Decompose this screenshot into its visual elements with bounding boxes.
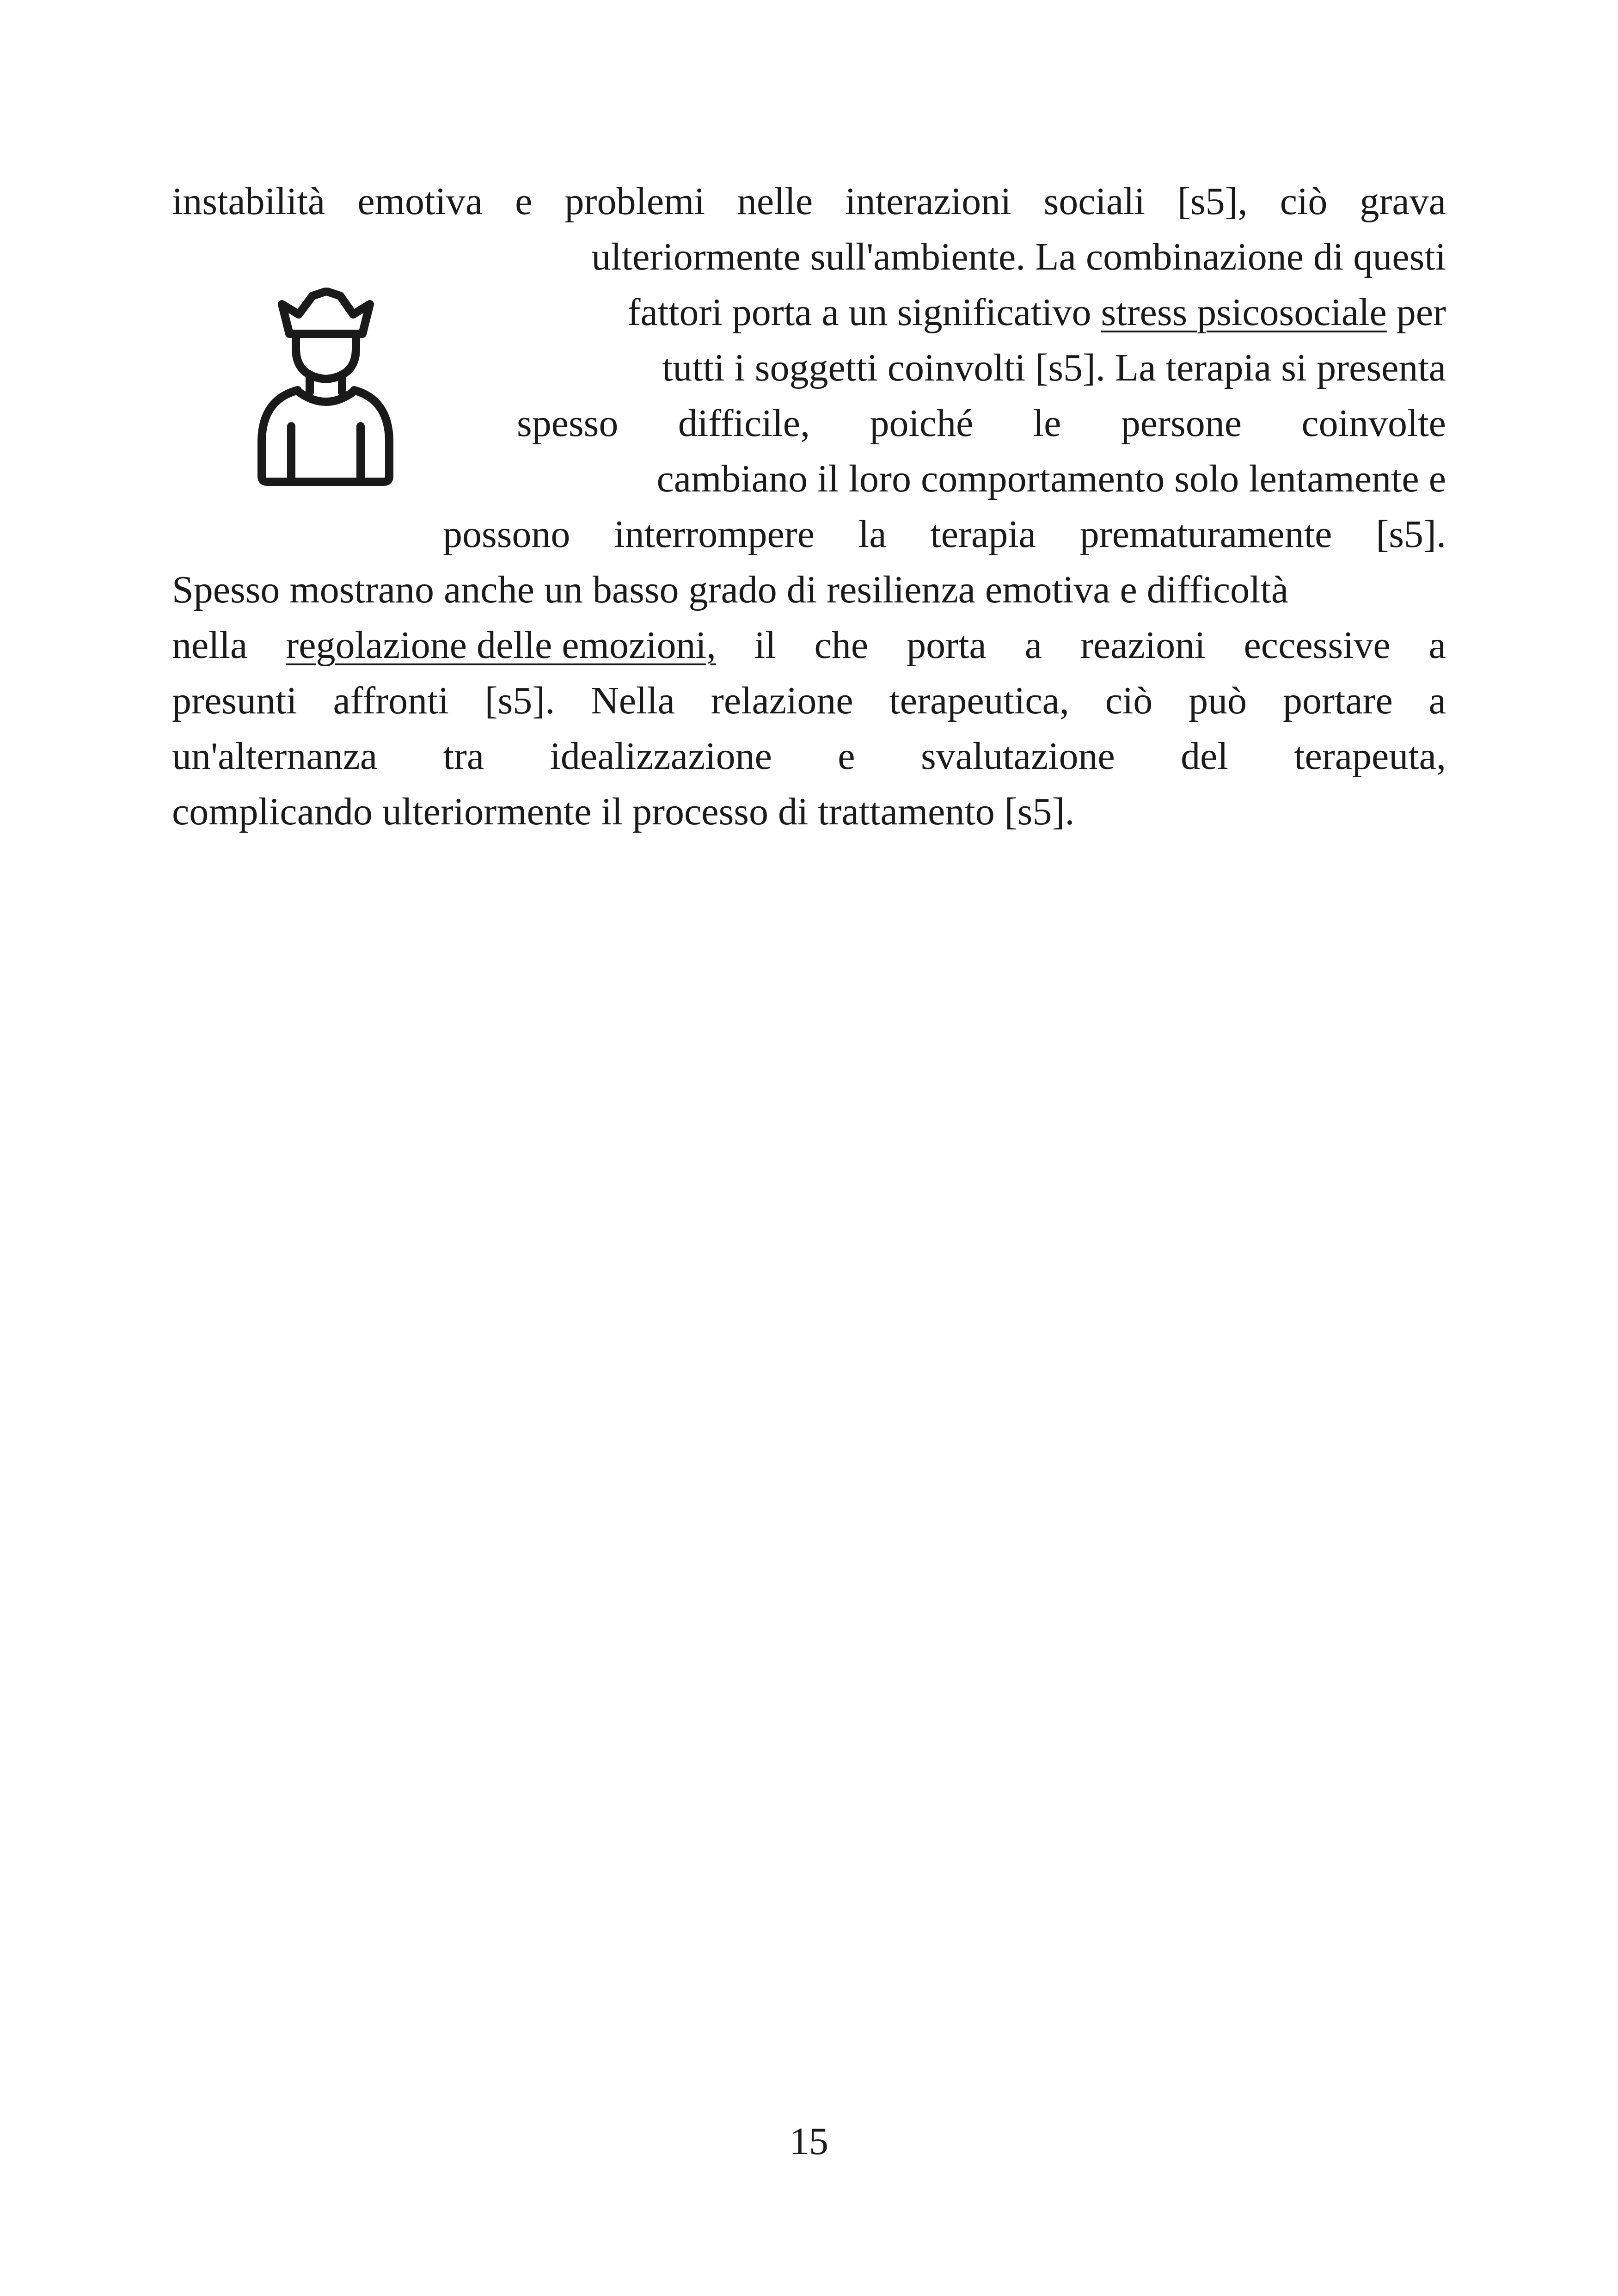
word: affronti [333, 679, 449, 722]
word: relazione [711, 679, 853, 722]
text-line-6 [499, 451, 1446, 507]
word: [s5], [1177, 180, 1248, 223]
word: ciò [1280, 180, 1328, 223]
word: le [1033, 402, 1061, 445]
text-line-1 [172, 174, 1446, 229]
word: eccessive [1244, 624, 1391, 667]
word: interrompere [614, 513, 815, 556]
text-line-12-content: complicando ulteriormente il processo di trattamento [s5]. [172, 790, 1075, 833]
stress-psicosociale-link[interactable]: stress psicosociale [1101, 291, 1387, 334]
word: poiché [870, 402, 974, 445]
text-line-3-before: fattori porta a un significativo [627, 291, 1101, 334]
text-line-8 [172, 562, 1446, 618]
word: che [814, 624, 869, 667]
word: del [1181, 735, 1228, 778]
word: terapeutica, [889, 679, 1069, 722]
word: portare [1282, 679, 1393, 722]
page-number: 15 [790, 2120, 828, 2163]
word: Nella [591, 679, 675, 722]
word: problemi [564, 180, 705, 223]
text-line-12 [172, 784, 1446, 840]
text-line-5 [517, 396, 1446, 451]
text-line-11 [172, 729, 1446, 784]
text-line-10 [172, 673, 1446, 729]
word: [s5]. [484, 679, 555, 722]
word: terapia [930, 513, 1036, 556]
word: terapeuta, [1294, 735, 1446, 778]
word: svalutazione [920, 735, 1115, 778]
text-line-3 [504, 285, 1446, 340]
word: interazioni [845, 180, 1011, 223]
text-line-4 [513, 340, 1446, 396]
word: instabilità [172, 180, 325, 223]
text-line-2 [467, 229, 1446, 285]
word: un'alternanza [172, 735, 378, 778]
word: difficile, [678, 402, 810, 445]
text-line-8-content: Spesso mostrano anche un basso grado di resilienza emotiva e difficoltà [172, 568, 1289, 611]
word: [s5]. [1376, 513, 1446, 556]
word: tra [443, 735, 484, 778]
word: e [838, 735, 855, 778]
word: spesso [517, 402, 619, 445]
text-line-4-content: tutti i soggetti coinvolti [s5]. La terapia si presenta [662, 346, 1446, 389]
word: sociali [1043, 180, 1145, 223]
word: emotiva [357, 180, 483, 223]
word: nella [172, 624, 248, 667]
text-line-7 [443, 507, 1446, 562]
word: il [754, 624, 776, 667]
word: a [1428, 679, 1446, 722]
word: presunti [172, 679, 297, 722]
text-line-3-after: per [1386, 291, 1446, 334]
word: reazioni [1080, 624, 1206, 667]
word: e [515, 180, 533, 223]
word: coinvolte [1301, 402, 1446, 445]
word: porta [907, 624, 987, 667]
word: grava [1360, 180, 1446, 223]
word: nelle [737, 180, 813, 223]
word: ciò [1105, 679, 1153, 722]
crowned-person-icon [253, 288, 397, 486]
word: a [1024, 624, 1042, 667]
text-line-6-content: cambiano il loro comportamento solo lentamente e [656, 457, 1446, 500]
word: idealizzazione [550, 735, 772, 778]
word: può [1189, 679, 1247, 722]
word: persone [1121, 402, 1242, 445]
word: prematuramente [1079, 513, 1332, 556]
text-line-2-content: ulteriormente sull'ambiente. La combinazione di questi [591, 235, 1446, 278]
text-line-9 [172, 618, 1446, 673]
word: la [858, 513, 887, 556]
word: possono [443, 513, 570, 556]
regolazione-delle-emozioni-link[interactable]: regolazione delle emozioni, [286, 624, 716, 667]
word: a [1428, 624, 1446, 667]
